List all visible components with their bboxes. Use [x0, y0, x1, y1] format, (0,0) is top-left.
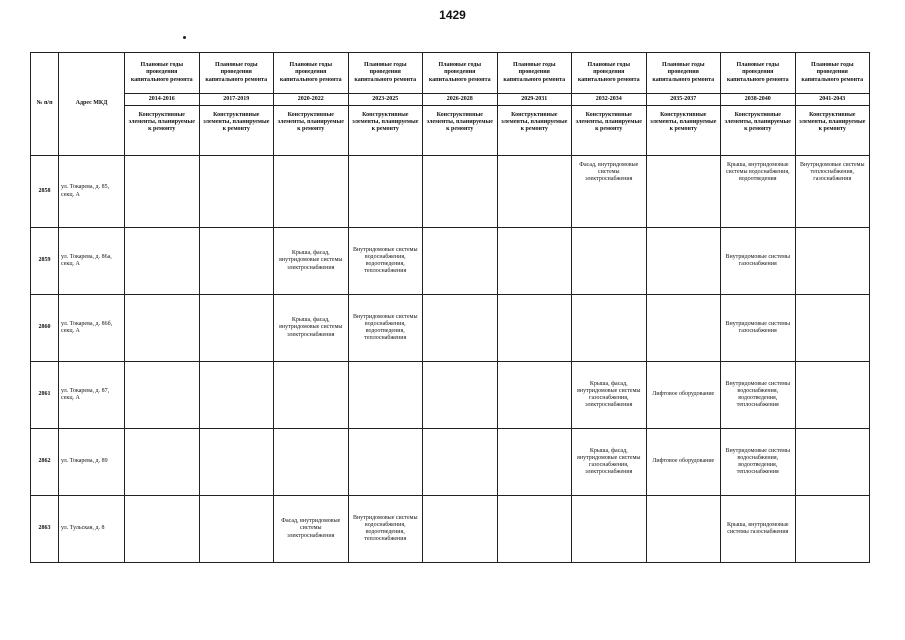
period-header: 2032-2034: [572, 94, 647, 106]
repair-cell: [646, 228, 721, 295]
table-row: [31, 156, 870, 228]
elements-header: Конструктивные элементы, планируемые к ремонту: [423, 106, 498, 156]
repair-cell: [199, 228, 274, 295]
repair-cell: [423, 156, 498, 228]
repair-cell: [199, 295, 274, 362]
repair-cell: [125, 362, 200, 429]
table-row: [31, 429, 870, 496]
repair-cell: Внутридомовые системы водоснабжения, водоотведения, теплоснабжения: [348, 496, 423, 563]
repair-cell: [572, 295, 647, 362]
repair-cell: Внутридомовые системы газоснабжения: [721, 228, 796, 295]
repair-cell: [423, 362, 498, 429]
elements-header: Конструктивные элементы, планируемые к ремонту: [721, 106, 796, 156]
repair-cell: Внутридомовые системы теплоснабжения, газоснабжения: [795, 156, 870, 228]
elements-header: Конструктивные элементы, планируемые к ремонту: [199, 106, 274, 156]
scan-speck: [183, 36, 186, 39]
repair-cell: [423, 228, 498, 295]
repair-cell: [795, 295, 870, 362]
period-header: 2041-2043: [795, 94, 870, 106]
repair-cell: [646, 156, 721, 228]
repair-cell: Внутридомовые системы водоснабжения, водоотведения, теплоснабжения: [721, 429, 796, 496]
plan-header: Плановые годы проведения капитального ремонта: [795, 53, 870, 94]
plan-header: Плановые годы проведения капитального ремонта: [274, 53, 349, 94]
repair-cell: [423, 429, 498, 496]
repair-cell: [125, 295, 200, 362]
repair-cell: [795, 362, 870, 429]
plan-header: Плановые годы проведения капитального ремонта: [423, 53, 498, 94]
row-number: 2858: [31, 156, 59, 228]
period-header: 2026-2028: [423, 94, 498, 106]
elements-header: Конструктивные элементы, планируемые к ремонту: [497, 106, 572, 156]
elements-header: Конструктивные элементы, планируемые к ремонту: [795, 106, 870, 156]
repair-cell: [795, 429, 870, 496]
repair-cell: Крыша, внутридомовые системы водоснабжения, водоотведения: [721, 156, 796, 228]
repair-cell: Внутридомовые системы водоснабжения, водоотведения, теплоснабжения: [348, 295, 423, 362]
period-header: 2035-2037: [646, 94, 721, 106]
repair-cell: Фасад, внутридомовые системы электроснабжения: [274, 496, 349, 563]
repair-cell: [572, 496, 647, 563]
repair-cell: Фасад, внутридомовые системы электроснабжения: [572, 156, 647, 228]
elements-header: Конструктивные элементы, планируемые к ремонту: [125, 106, 200, 156]
table-row: [31, 496, 870, 563]
repair-cell: [348, 156, 423, 228]
row-address: ул. Токарева, д. 87, секц. А: [59, 362, 125, 429]
period-header: 2029-2031: [497, 94, 572, 106]
repair-cell: [199, 429, 274, 496]
row-address: ул. Тульская, д. 8: [59, 496, 125, 563]
elements-header: Конструктивные элементы, планируемые к ремонту: [572, 106, 647, 156]
repair-cell: [423, 496, 498, 563]
plan-header: Плановые годы проведения капитального ремонта: [348, 53, 423, 94]
row-address: ул. Токарева, д. 85, секц. А: [59, 156, 125, 228]
elements-header: Конструктивные элементы, планируемые к ремонту: [646, 106, 721, 156]
row-address: ул. Токарева, д. 86а, секц. А: [59, 228, 125, 295]
row-number: 2859: [31, 228, 59, 295]
repair-cell: [125, 496, 200, 563]
repair-cell: Крыша, фасад, внутридомовые системы электроснабжения: [274, 295, 349, 362]
repair-cell: [497, 496, 572, 563]
repair-cell: [572, 228, 647, 295]
row-address: ул. Токарева, д. 86б, секц. А: [59, 295, 125, 362]
row-address: ул. Токарева, д. 89: [59, 429, 125, 496]
period-header: 2038-2040: [721, 94, 796, 106]
repair-cell: Внутридомовые системы газоснабжения: [721, 295, 796, 362]
capital-repair-table: [30, 52, 870, 563]
repair-cell: Внутридомовые системы водоснабжения, водоотведения, теплоснабжения: [348, 228, 423, 295]
repair-cell: [497, 362, 572, 429]
repair-cell: [497, 228, 572, 295]
repair-cell: [125, 156, 200, 228]
table-row: [31, 362, 870, 429]
elements-header: Конструктивные элементы, планируемые к ремонту: [348, 106, 423, 156]
repair-cell: [199, 496, 274, 563]
repair-cell: [125, 228, 200, 295]
repair-cell: [497, 295, 572, 362]
repair-cell: [795, 496, 870, 563]
repair-cell: Крыша, фасад, внутридомовые системы электроснабжения: [274, 228, 349, 295]
repair-cell: Крыша, фасад, внутридомовые системы газоснабжения, электроснабжения: [572, 362, 647, 429]
row-number: 2860: [31, 295, 59, 362]
page-number: 1429: [439, 8, 466, 22]
repair-cell: [646, 295, 721, 362]
repair-cell: [348, 362, 423, 429]
row-number: 2862: [31, 429, 59, 496]
plan-header: Плановые годы проведения капитального ремонта: [646, 53, 721, 94]
repair-cell: Лифтовое оборудование: [646, 429, 721, 496]
repair-cell: [795, 228, 870, 295]
row-number: 2861: [31, 362, 59, 429]
repair-cell: Лифтовое оборудование: [646, 362, 721, 429]
repair-cell: [274, 362, 349, 429]
repair-cell: [497, 429, 572, 496]
period-header: 2014-2016: [125, 94, 200, 106]
plan-header: Плановые годы проведения капитального ремонта: [572, 53, 647, 94]
repair-cell: [646, 496, 721, 563]
repair-cell: [199, 156, 274, 228]
repair-cell: Крыша, фасад, внутридомовые системы газоснабжения, электроснабжения: [572, 429, 647, 496]
repair-cell: [199, 362, 274, 429]
plan-header: Плановые годы проведения капитального ремонта: [199, 53, 274, 94]
plan-header: Плановые годы проведения капитального ремонта: [721, 53, 796, 94]
repair-cell: [125, 429, 200, 496]
table-row: [31, 295, 870, 362]
address-header: Адрес МКД: [59, 53, 125, 156]
repair-cell: [274, 156, 349, 228]
period-header: 2020-2022: [274, 94, 349, 106]
repair-cell: [423, 295, 498, 362]
repair-cell: [497, 156, 572, 228]
period-header: 2017-2019: [199, 94, 274, 106]
repair-cell: [348, 429, 423, 496]
plan-header: Плановые годы проведения капитального ремонта: [497, 53, 572, 94]
repair-cell: [274, 429, 349, 496]
plan-header: Плановые годы проведения капитального ремонта: [125, 53, 200, 94]
elements-header: Конструктивные элементы, планируемые к ремонту: [274, 106, 349, 156]
period-header: 2023-2025: [348, 94, 423, 106]
row-number: 2863: [31, 496, 59, 563]
repair-cell: Крыша, внутридомовые системы газоснабжения: [721, 496, 796, 563]
repair-cell: Внутридомовые системы водоснабжения, водоотведения, теплоснабжения: [721, 362, 796, 429]
num-header: № п/п: [31, 53, 59, 156]
table-row: [31, 228, 870, 295]
